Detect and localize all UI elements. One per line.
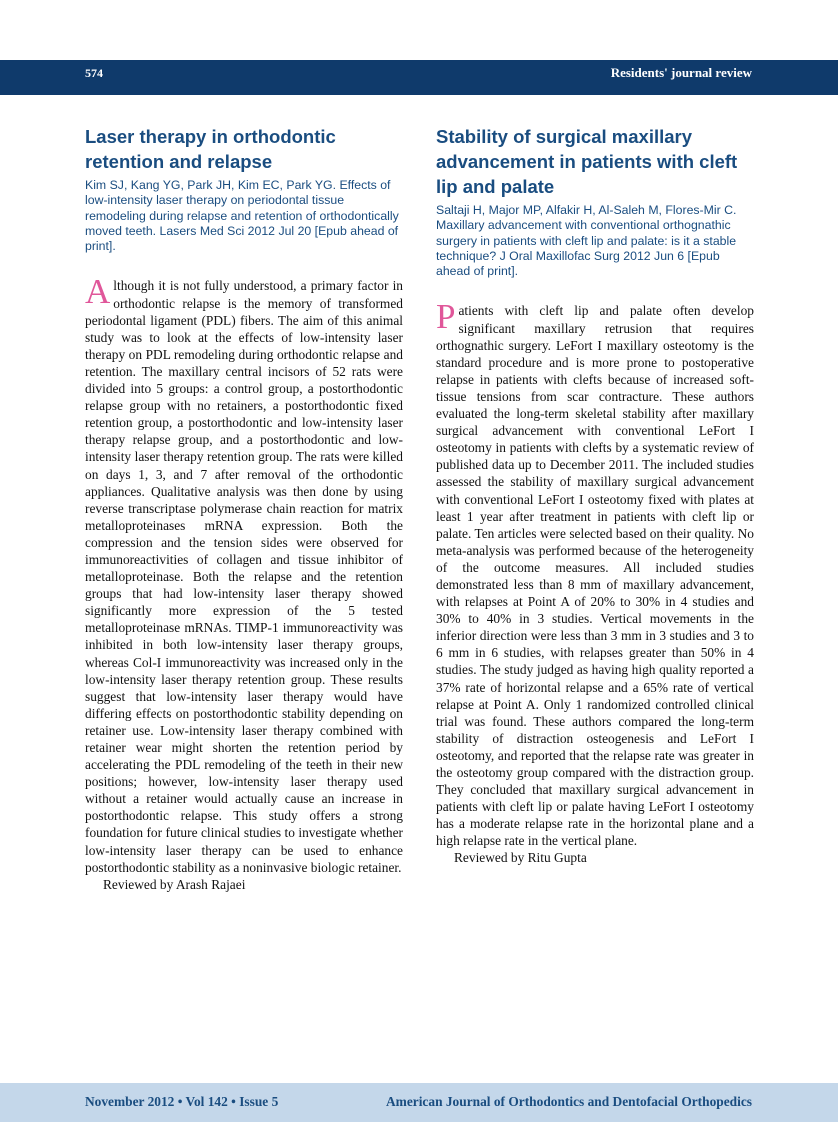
article-column-right: [436, 124, 754, 866]
page-number: 574: [85, 66, 103, 80]
reviewer-credit: Reviewed by Ritu Gupta: [454, 850, 587, 866]
article-title: Stability of surgical maxillary advancement in patients with cleft lip and palate: [436, 126, 738, 197]
article-column-left: [85, 124, 403, 893]
footer-bar: [0, 1083, 838, 1122]
article-body: [85, 272, 403, 875]
journal-name: American Journal of Orthodontics and Dentofacial Orthopedics: [386, 1094, 752, 1109]
drop-cap: A: [85, 272, 111, 312]
article-body-text: lthough it is not fully understood, a primary factor in orthodontic relapse is the memory of transformed periodontal ligament (PDL) fibers. The aim of this animal study was to look at the effects of low-intensity laser therapy on PDL remodeling during orthodontic relapse and retention. The maxillary central incisors of 52 rats were divided into 5 groups: a control group, a postorthodontic relapse group with no retainers, a postorthodontic fixed retention group, a postorthodontic and low-intensity laser therapy relapse group, and a postorthodontic and low-intensity laser therapy retention group. The rats were killed on days 1, 3, and 7 after removal of the orthodontic appliances. Qualitative analysis was then done by using reverse transcriptase polymerase chain reaction for matrix metalloproteinases mRNA expression. Both the compression and the tension sides were observed for immunoreactivities of collagen and tissue inhibitor of metalloproteinase. Both the relapse and the retention groups that had low-intensity laser therapy showed significantly more expression of the 5 tested metalloproteinase mRNAs. TIMP-1 immunoreactivity was inhibited in both low-intensity laser therapy groups, whereas Col-I immunoreactivity was increased only in the low-intensity laser therapy retention group. These results suggest that low-intensity laser therapy would have differing effects on postorthodontic stability depending on retainer use. Low-intensity laser therapy combined with retainer wear might shorten the retention period by accelerating the PDL remodeling of the teeth in their new positions; however, low-intensity laser therapy used without a retainer would actually cause an increase in postorthodontic relapse. This study offers a strong foundation for future clinical studies to investigate whether low-intensity laser therapy can be used to enhance postorthodontic stability as a noninvasive biologic retainer.: [85, 278, 403, 875]
drop-cap: P: [436, 297, 456, 337]
article-title: Laser therapy in orthodontic retention and relapse: [85, 126, 336, 172]
article-body-text: atients with cleft lip and palate often develop significant maxillary retrusion that requires orthognathic surgery. LeFort I maxillary osteotomy is the standard procedure and is more prone to postoperative relapse in patients with clefts because of increased soft-tissue tensions from scar contracture. These authors evaluated the long-term skeletal stability after maxillary surgical advancement with conventional LeFort I osteotomy in patients with clefts by a systematic review of published data up to December 2011. The included studies assessed the stability of maxillary surgical advancement with conventional LeFort I osteotomy fixed with plates at least 1 year after treatment in patients with cleft lip or palate. Ten articles were selected based on their quality. No meta-analysis was performed because of the heterogeneity of the outcome measures. All included studies demonstrated less than 8 mm of maxillary advancement, with relapses at Point A of 20% to 30% in 4 studies and 30% to 40% in 3 studies. Vertical movements in the inferior direction were less than 3 mm in 3 studies and 3 to 6 mm in 6 studies, with relapses greater than 50% in 4 studies. The study judged as having high quality reported a 37% rate of horizontal relapse and a 65% rate of vertical relapse at Point A. Only 1 randomized controlled clinical trial was found. These authors compared the long-term stability of distraction osteogenesis and LeFort I osteotomy, and reported that the relapse rate was greater in the osteotomy group compared with the distraction group. They concluded that maxillary surgical advancement in patients with cleft lip or palate having LeFort I osteotomy has a moderate relapse rate in the horizontal plane and a high relapse rate in the vertical plane.: [436, 303, 754, 849]
running-header-bar: [0, 60, 838, 95]
reviewer-credit: Reviewed by Arash Rajaei: [103, 876, 246, 892]
article-body: [436, 297, 754, 849]
issue-info: November 2012 • Vol 142 • Issue 5: [85, 1094, 279, 1109]
article-citation: Kim SJ, Kang YG, Park JH, Kim EC, Park YG. Effects of low-intensity laser therapy on periodontal tissue remodeling during relapse and retention of orthodontically moved teeth. Lasers Med Sci 2012 Jul 20 [Epub ahead of print].: [85, 178, 399, 254]
article-citation: Saltaji H, Major MP, Alfakir H, Al-Saleh M, Flores-Mir C. Maxillary advancement with conventional orthognathic surgery in patients with cleft lip and palate: is it a stable technique? J Oral Maxillofac Surg 2012 Jun 6 [Epub ahead of print].: [436, 203, 737, 279]
section-title: Residents' journal review: [610, 65, 752, 80]
